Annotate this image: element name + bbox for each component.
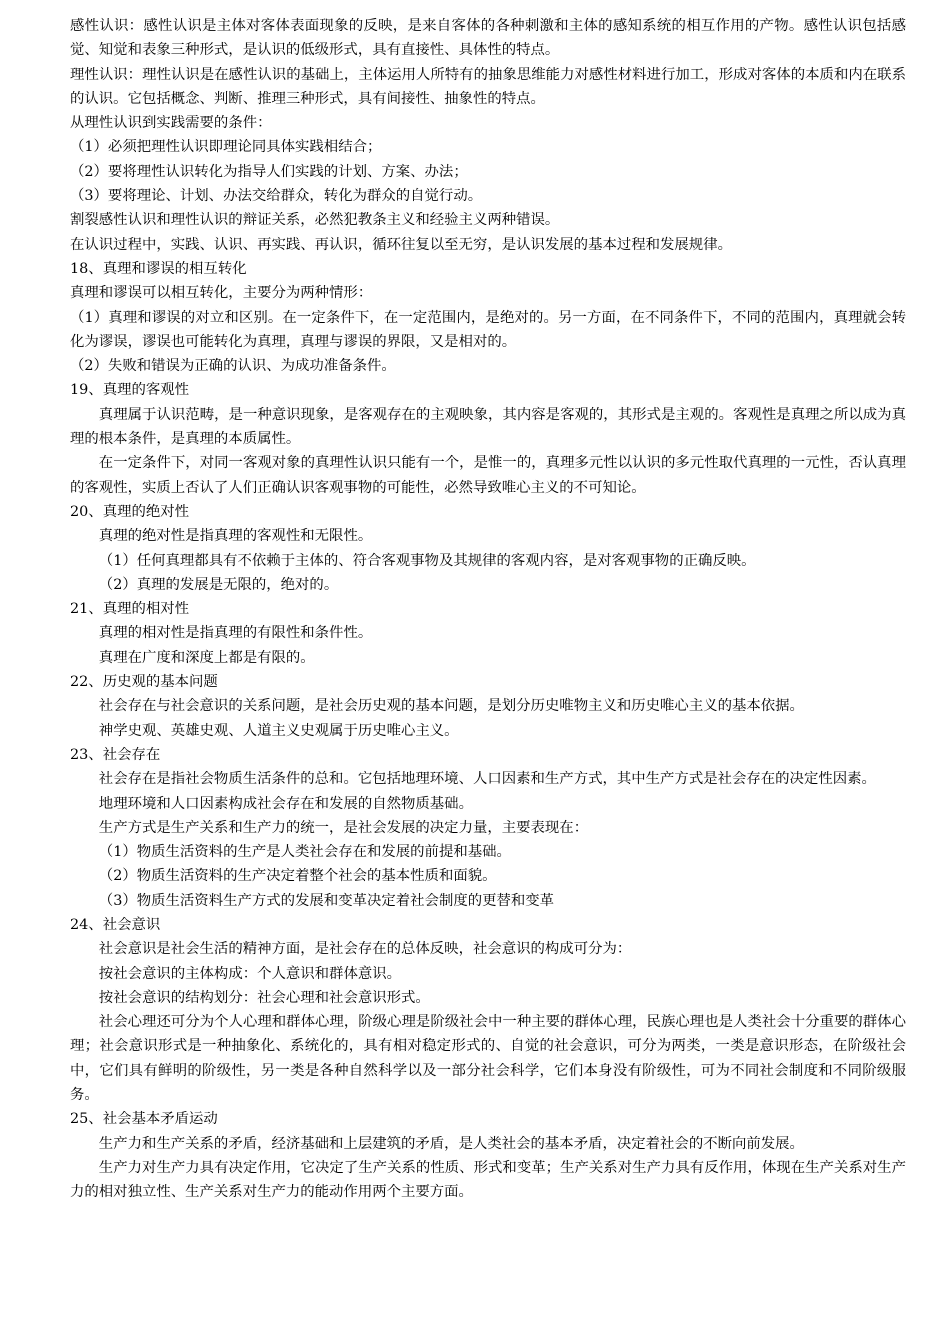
paragraph: （2）真理的发展是无限的，绝对的。 (98, 576, 339, 593)
paragraph: 生产力对生产力具有决定作用，它决定了生产关系的性质、形式和变革；生产关系对生产力具有反作用，体现在生产关系对生产力的相对独立性、生产关系对生产力的能动作用两个主要方面。 (70, 1159, 906, 1201)
paragraph: （2）要将理性认识转化为指导人们实践的计划、方案、办法； (70, 163, 468, 180)
paragraph: 理性认识：理性认识是在感性认识的基础上，主体运用人所特有的抽象思维能力对感性材料进行加工，形成对客体的本质和内在联系的认识。它包括概念、判断、推理三种形式，具有间接性、抽象性的特点。 (70, 66, 906, 107)
section-heading: 21、真理的相对性 (70, 601, 190, 618)
paragraph: 在一定条件下，对同一客观对象的真理性认识只能有一个，是惟一的，真理多元性以认识的多元性取代真理的一元性，否认真理的客观性，实质上否认了人们正确认识客观事物的可能性，必然导致唯心主义的不可知论。 (70, 455, 906, 496)
paragraph: 在认识过程中，实践、认识、再实践、再认识，循环往复以至无穷，是认识发展的基本过程和发展规律。 (70, 236, 732, 253)
paragraph: 真理的相对性是指真理的有限性和条件性。 (98, 625, 373, 642)
section-heading: 19、真理的客观性 (70, 382, 190, 399)
paragraph: 生产力和生产关系的矛盾，经济基础和上层建筑的矛盾，是人类社会的基本矛盾，决定着社会的不断向前发展。 (98, 1135, 804, 1152)
section-heading: 22、历史观的基本问题 (70, 674, 218, 691)
paragraph: 真理的绝对性是指真理的客观性和无限性。 (98, 528, 373, 545)
paragraph: 神学史观、英雄史观、人道主义史观属于历史唯心主义。 (98, 722, 459, 739)
paragraph: 按社会意识的结构划分：社会心理和社会意识形式。 (98, 989, 430, 1006)
section-heading: 24、社会意识 (70, 916, 161, 933)
paragraph: 社会存在与社会意识的关系问题，是社会历史观的基本问题，是划分历史唯物主义和历史唯心主义的基本依据。 (98, 698, 804, 715)
paragraph: 真理属于认识范畴，是一种意识现象，是客观存在的主观映象，其内容是客观的，其形式是主观的。客观性是真理之所以成为真理的根本条件，是真理的本质属性。 (70, 406, 906, 448)
paragraph: 按社会意识的主体构成：个人意识和群体意识。 (98, 965, 402, 982)
section-heading: 23、社会存在 (70, 746, 161, 763)
paragraph: （1）物质生活资料的生产是人类社会存在和发展的前提和基础。 (98, 844, 511, 861)
paragraph: （2）物质生活资料的生产决定着整个社会的基本性质和面貌。 (98, 868, 497, 885)
paragraph: 从理性认识到实践需要的条件： (70, 115, 272, 132)
paragraph: （3）物质生活资料生产方式的发展和变革决定着社会制度的更替和变革 (98, 892, 555, 909)
paragraph: 社会意识是社会生活的精神方面，是社会存在的总体反映，社会意识的构成可分为： (98, 941, 632, 958)
paragraph: 地理环境和人口因素构成社会存在和发展的自然物质基础。 (98, 795, 473, 812)
section-heading: 18、真理和谬误的相互转化 (70, 260, 247, 277)
paragraph: （1）真理和谬误的对立和区别。在一定条件下，在一定范围内，是绝对的。另一方面，在不同条件下，不同的范围内，真理就会转化为谬误，谬误也可能转化为真理，真理与谬误的界限，又是相对的。 (70, 309, 906, 350)
paragraph: （1）必须把理性认识即理论同具体实践相结合； (70, 139, 382, 156)
paragraph: （1）任何真理都具有不依赖于主体的、符合客观事物及其规律的客观内容，是对客观事物的正确反映。 (98, 552, 756, 569)
paragraph: 真理和谬误可以相互转化，主要分为两种情形： (70, 285, 373, 302)
section-heading: 20、真理的绝对性 (70, 503, 190, 520)
paragraph: 割裂感性认识和理性认识的辩证关系，必然犯教条主义和经验主义两种错误。 (70, 212, 560, 229)
paragraph: （2）失败和错误为正确的认识、为成功准备条件。 (70, 358, 396, 375)
paragraph: 社会心理还可分为个人心理和群体心理，阶级心理是阶级社会中一种主要的群体心理，民族心理也是人类社会十分重要的群体心理；社会意识形式是一种抽象化、系统化的，具有相对稳定形式的、自觉的社会意识，可分为两类，一类是意识形态，在阶级社会中，它们具有鲜明的阶级性，另一类是各种自然科学以及一部分社会科学，它们本身没有阶级性，可为不同社会制度和不同阶级服务。 (70, 1014, 906, 1104)
paragraph: 感性认识：感性认识是主体对客体表面现象的反映，是来自客体的各种刺激和主体的感知系统的相互作用的产物。感性认识包括感觉、知觉和表象三种形式，是认识的低级形式，具有直接性、具体性的特点。 (70, 18, 906, 59)
section-heading: 25、社会基本矛盾运动 (70, 1111, 218, 1128)
paragraph: 真理在广度和深度上都是有限的。 (98, 649, 315, 666)
paragraph: （3）要将理论、计划、办法交给群众，转化为群众的自觉行动。 (70, 188, 483, 205)
paragraph: 生产方式是生产关系和生产力的统一，是社会发展的决定力量，主要表现在： (98, 819, 589, 836)
paragraph: 社会存在是指社会物质生活条件的总和。它包括地理环境、人口因素和生产方式，其中生产方式是社会存在的决定性因素。 (98, 771, 876, 788)
